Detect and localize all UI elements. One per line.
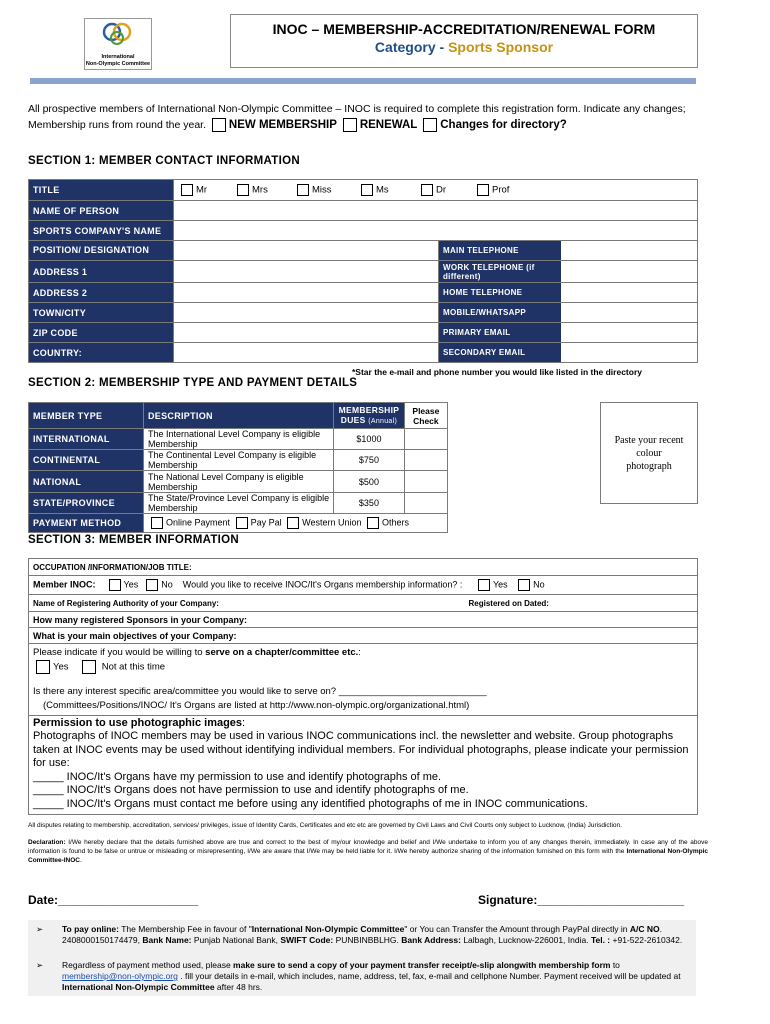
online-payment-checkbox[interactable]	[151, 517, 163, 529]
country-label: COUNTRY:	[29, 343, 174, 363]
others-checkbox[interactable]	[367, 517, 379, 529]
row-dues: $750	[334, 450, 405, 471]
col-description: DESCRIPTION	[144, 403, 334, 429]
zip-label: ZIP CODE	[29, 323, 174, 343]
others-label: Others	[382, 517, 410, 528]
committee-section	[29, 644, 698, 716]
p1f: Bank Name:	[142, 935, 192, 945]
photo-text: Paste your recent colour photograph	[614, 434, 684, 472]
receive-yes-label: Yes	[492, 579, 508, 590]
member-no-checkbox[interactable]	[146, 579, 158, 591]
p1e: . 240800015017447​9,	[62, 924, 663, 945]
table-row	[29, 429, 448, 450]
date-field[interactable]: Date:_____________________	[28, 893, 199, 907]
willing-yes-checkbox[interactable]	[36, 660, 50, 674]
permission-option-3[interactable]: _____ INOC/It's Organs must contact me before using any identified photographs of me in INOC communications.	[33, 797, 588, 810]
header-divider	[30, 78, 696, 84]
directory-note: *Star the e-mail and phone number you would like listed in the directory	[352, 367, 642, 377]
main-tel-field[interactable]	[561, 241, 697, 260]
logo-rings-icon	[85, 19, 151, 49]
receive-no-checkbox[interactable]	[518, 579, 530, 591]
form-category	[231, 39, 697, 55]
registered-on-label: Registered on Dated:	[468, 598, 549, 608]
p1b: International Non-Olympic Committee	[251, 924, 405, 934]
declaration-end: .	[80, 857, 82, 864]
addr2-field[interactable]	[174, 283, 439, 303]
receive-yes-checkbox[interactable]	[478, 579, 490, 591]
addr2-label: ADDRESS 2	[29, 283, 174, 303]
p1g: Punjab National Bank,	[191, 935, 281, 945]
p1j: Bank Address:	[401, 935, 461, 945]
p2b: make sure to send a copy of your payment transfer receipt/e-slip alongwith membership form	[233, 960, 611, 970]
col-dues	[334, 403, 405, 429]
inoc-logo	[84, 18, 152, 70]
work-tel-label: WORK TELEPHONE (if different)	[439, 261, 561, 282]
p2d: . fill your details in e-mail, which includes, name, address, tel, fax, e-mail and cellphone Number. Payment received will be updated at	[177, 971, 681, 981]
home-tel-cell	[439, 283, 698, 303]
member-no-label: No	[161, 579, 173, 590]
title-mr-checkbox[interactable]	[181, 184, 193, 196]
willing-post: :	[358, 647, 361, 658]
renewal-label: RENEWAL	[359, 119, 418, 131]
category-dash: -	[435, 39, 449, 55]
title-mr-label: Mr	[196, 184, 208, 196]
primary-email-label: PRIMARY EMAIL	[439, 323, 561, 342]
pay-online-paragraph	[62, 924, 688, 946]
changes-label: Changes for directory?	[440, 119, 567, 131]
category-value: Sports Sponsor	[448, 39, 554, 55]
row-type: NATIONAL	[29, 471, 144, 493]
mobile-label: MOBILE/WHATSAPP	[439, 303, 561, 322]
row-desc: The Continental Level Company is eligible Membership	[144, 450, 334, 471]
row-desc: The State/Province Level Company is eligible Membership	[144, 493, 334, 514]
renewal-checkbox[interactable]	[343, 118, 357, 132]
table-row	[29, 493, 448, 514]
name-label: NAME OF PERSON	[29, 201, 174, 221]
permission-colon: :	[242, 716, 246, 729]
willing-pre: Please indicate if you would be willing to	[33, 647, 206, 658]
title-ms-checkbox[interactable]	[361, 184, 373, 196]
addr1-label: ADDRESS 1	[29, 261, 174, 283]
interest-note: (Committees/Positions/INOC/ It's Organs are listed at http://www.non-olympic.org/organizational.html)	[43, 699, 470, 711]
title-mrs-checkbox[interactable]	[237, 184, 249, 196]
section2-heading: SECTION 2: MEMBERSHIP TYPE AND PAYMENT DETAILS	[28, 377, 358, 389]
not-at-this-time-label: Not at this time	[101, 661, 166, 673]
zip-field[interactable]	[174, 323, 439, 343]
row-type: INTERNATIONAL	[29, 429, 144, 450]
paypal-checkbox[interactable]	[236, 517, 248, 529]
intro-text: All prospective members of International Non-Olympic Committee – INOC is required to complete this registration form. Indicate any changes; Membership runs from round the year.	[28, 103, 686, 131]
mobile-field[interactable]	[561, 303, 697, 322]
title-prof-label: Prof	[492, 184, 510, 196]
p1-bold: To pay online:	[62, 924, 119, 934]
title-miss-label: Miss	[312, 184, 332, 196]
p2a: Regardless of payment method used, please	[62, 960, 234, 970]
western-union-checkbox[interactable]	[287, 517, 299, 529]
home-tel-field[interactable]	[561, 283, 697, 302]
row-dues: $1000	[334, 429, 405, 450]
photo-placeholder[interactable]	[600, 402, 698, 504]
col-dues-sub: (Annual)	[368, 417, 398, 425]
member-yes-checkbox[interactable]	[109, 579, 121, 591]
changes-checkbox[interactable]	[423, 118, 437, 132]
logo-line1: International	[101, 54, 135, 60]
town-field[interactable]	[174, 303, 439, 323]
row-type: CONTINENTAL	[29, 450, 144, 471]
col-member-type: MEMBER TYPE	[29, 403, 144, 429]
section3-heading: SECTION 3: MEMBER INFORMATION	[28, 534, 240, 546]
row-desc: The International Level Company is eligible Membership	[144, 429, 334, 450]
new-membership-label: NEW MEMBERSHIP	[228, 119, 337, 131]
position-label: POSITION/ DESIGNATION	[29, 241, 174, 261]
work-tel-cell	[439, 261, 698, 283]
primary-email-field[interactable]	[561, 323, 697, 342]
p2c: to	[610, 960, 620, 970]
permission-section	[29, 715, 698, 815]
row-check[interactable]	[404, 450, 447, 471]
p1l: Tel. :	[590, 935, 611, 945]
western-union-label: Western Union	[302, 517, 362, 528]
p1i: PUNBINBBLHG.	[333, 935, 402, 945]
table-row	[29, 471, 448, 493]
title-options	[174, 180, 698, 201]
secondary-email-cell	[439, 343, 698, 363]
town-label: TOWN/CITY	[29, 303, 174, 323]
title-dr-label: Dr	[436, 184, 447, 196]
addr1-field[interactable]	[174, 261, 439, 283]
home-tel-label: HOME TELEPHONE	[439, 283, 561, 302]
willing-line	[33, 646, 693, 660]
receive-info-question: Would you like to receive INOC/It's Organs membership information? :	[182, 579, 463, 590]
payment-method-label: PAYMENT METHOD	[29, 514, 144, 533]
membership-email-link[interactable]: membership@non-olympic.org	[62, 971, 178, 981]
primary-email-cell	[439, 323, 698, 343]
row-check[interactable]	[404, 493, 447, 514]
title-prof-checkbox[interactable]	[477, 184, 489, 196]
col-please-check: Please Check	[404, 403, 447, 429]
contact-table	[28, 179, 698, 363]
title-mrs-label: Mrs	[252, 184, 268, 196]
logo-line2: Non-Olympic Committee	[85, 61, 151, 67]
intro-paragraph	[28, 101, 718, 133]
p2f: after 48 hrs.	[214, 982, 263, 992]
bullet-icon: ➢	[36, 960, 44, 970]
member-inoc-label: Member INOC:	[33, 579, 96, 590]
willing-options	[33, 660, 693, 675]
name-field[interactable]	[174, 201, 698, 221]
p2e: International Non-Olympic Committee	[62, 982, 215, 992]
objectives-question[interactable]: What is your main objectives of your Company:	[29, 628, 698, 644]
reg-authority-label: Name of Registering Authority of your Company:	[33, 598, 219, 608]
occupation-label: OCCUPATION /INFORMATION/JOB TITLE:	[29, 559, 698, 576]
disputes-text: All disputes relating to membership, accreditation, services/ privileges, issue of Identity Cards, Certificates and etc etc are governed by Civil Laws and Civil Courts only subject to Lucknow, (India) Jurisdiction.	[28, 822, 622, 829]
title-box	[230, 14, 698, 68]
title-miss-checkbox[interactable]	[297, 184, 309, 196]
p1c: " or You can Transfer the Amount through PayPal directly in	[404, 924, 630, 934]
member-yes-label: Yes	[123, 579, 139, 590]
main-tel-cell	[439, 241, 698, 261]
declaration-org: International Non-Olympic Committee-INOC	[28, 848, 708, 864]
membership-table	[28, 402, 448, 533]
main-tel-label: MAIN TELEPHONE	[439, 241, 561, 260]
row-desc: The National Level Company is eligible Membership	[144, 471, 334, 493]
form-title: INOC – MEMBERSHIP-ACCREDITATION/RENEWAL FORM	[272, 21, 656, 37]
row-dues: $350	[334, 493, 405, 514]
table-row	[29, 450, 448, 471]
paypal-label: Pay Pal	[250, 517, 282, 528]
permission-option-2[interactable]: _____ INOC/It's Organs does not have permission to use and identify photographs of me.	[33, 784, 469, 797]
sponsors-question[interactable]: How many registered Sponsors in your Company:	[29, 612, 698, 628]
permission-option-1[interactable]: _____ INOC/It's Organs have my permission to use and identify photographs of me.	[33, 770, 442, 783]
p1k: Lalbagh, Lucknow-226001, India.	[460, 935, 591, 945]
member-inoc-row	[29, 576, 698, 595]
col-dues-label: MEMBERSHIP DUES	[338, 404, 400, 425]
country-field[interactable]	[174, 343, 439, 363]
row-type: STATE/PROVINCE	[29, 493, 144, 514]
receive-no-label: No	[533, 579, 545, 590]
secondary-email-label: SECONDARY EMAIL	[439, 343, 561, 362]
declaration	[28, 838, 708, 865]
p1d: A/C NO	[629, 924, 660, 934]
category-label: Category	[374, 39, 436, 55]
willing-yes-label: Yes	[53, 661, 69, 673]
title-dr-checkbox[interactable]	[421, 184, 433, 196]
title-label: TITLE	[29, 180, 174, 201]
title-ms-label: Ms	[376, 184, 389, 196]
willing-bold: serve on a chapter/committee etc.	[205, 647, 359, 658]
row-dues: $500	[334, 471, 405, 493]
p1h: SWIFT Code:	[280, 935, 334, 945]
permission-heading: Permission to use photographic images	[33, 716, 243, 729]
bullet-icon: ➢	[36, 924, 44, 934]
section1-heading: SECTION 1: MEMBER CONTACT INFORMATION	[28, 155, 300, 167]
p1m: +91-522-2610342.	[610, 935, 683, 945]
interest-question[interactable]: Is there any interest specific area/committee you would like to serve on? ____________________________	[33, 685, 487, 697]
payment-options	[144, 514, 448, 533]
receipt-paragraph	[62, 960, 688, 993]
company-field[interactable]	[174, 221, 698, 241]
reg-authority-row[interactable]	[29, 595, 698, 612]
payment-footer	[28, 920, 696, 996]
row-check[interactable]	[404, 471, 447, 493]
work-tel-field[interactable]	[561, 261, 697, 282]
p1a: The Membership Fee in favour of "	[118, 924, 252, 934]
new-membership-checkbox[interactable]	[212, 118, 226, 132]
declaration-label: Declaration:	[28, 839, 66, 846]
declaration-text: I/We hereby declare that the details furnished above are true and correct to the best of my/our knowledge and belief and I/We undertake to inform you of any changes therein, immediately. In case any of the above information is found to be false or untrue or misleading or misrepresenting, I/We are aware that I/We may be held liable for it. I/We hereby authorize sharing of the information furnished on this form with the	[28, 839, 708, 855]
not-at-this-time-checkbox[interactable]	[82, 660, 96, 674]
signature-field[interactable]: Signature:______________________	[478, 893, 685, 907]
permission-text: Photographs of INOC members may be used in various INOC communications incl. the newsletter and website. Group photographs taken at INOC events may be used without identifying individual members. For individual photographs, please indicate your permission for use:	[33, 730, 689, 770]
row-check[interactable]	[404, 429, 447, 450]
company-label: SPORTS COMPANY'S NAME	[29, 221, 174, 241]
member-info-table	[28, 558, 698, 815]
secondary-email-field[interactable]	[561, 343, 697, 362]
mobile-cell	[439, 303, 698, 323]
online-payment-label: Online Payment	[166, 517, 231, 528]
position-field[interactable]	[174, 241, 439, 261]
